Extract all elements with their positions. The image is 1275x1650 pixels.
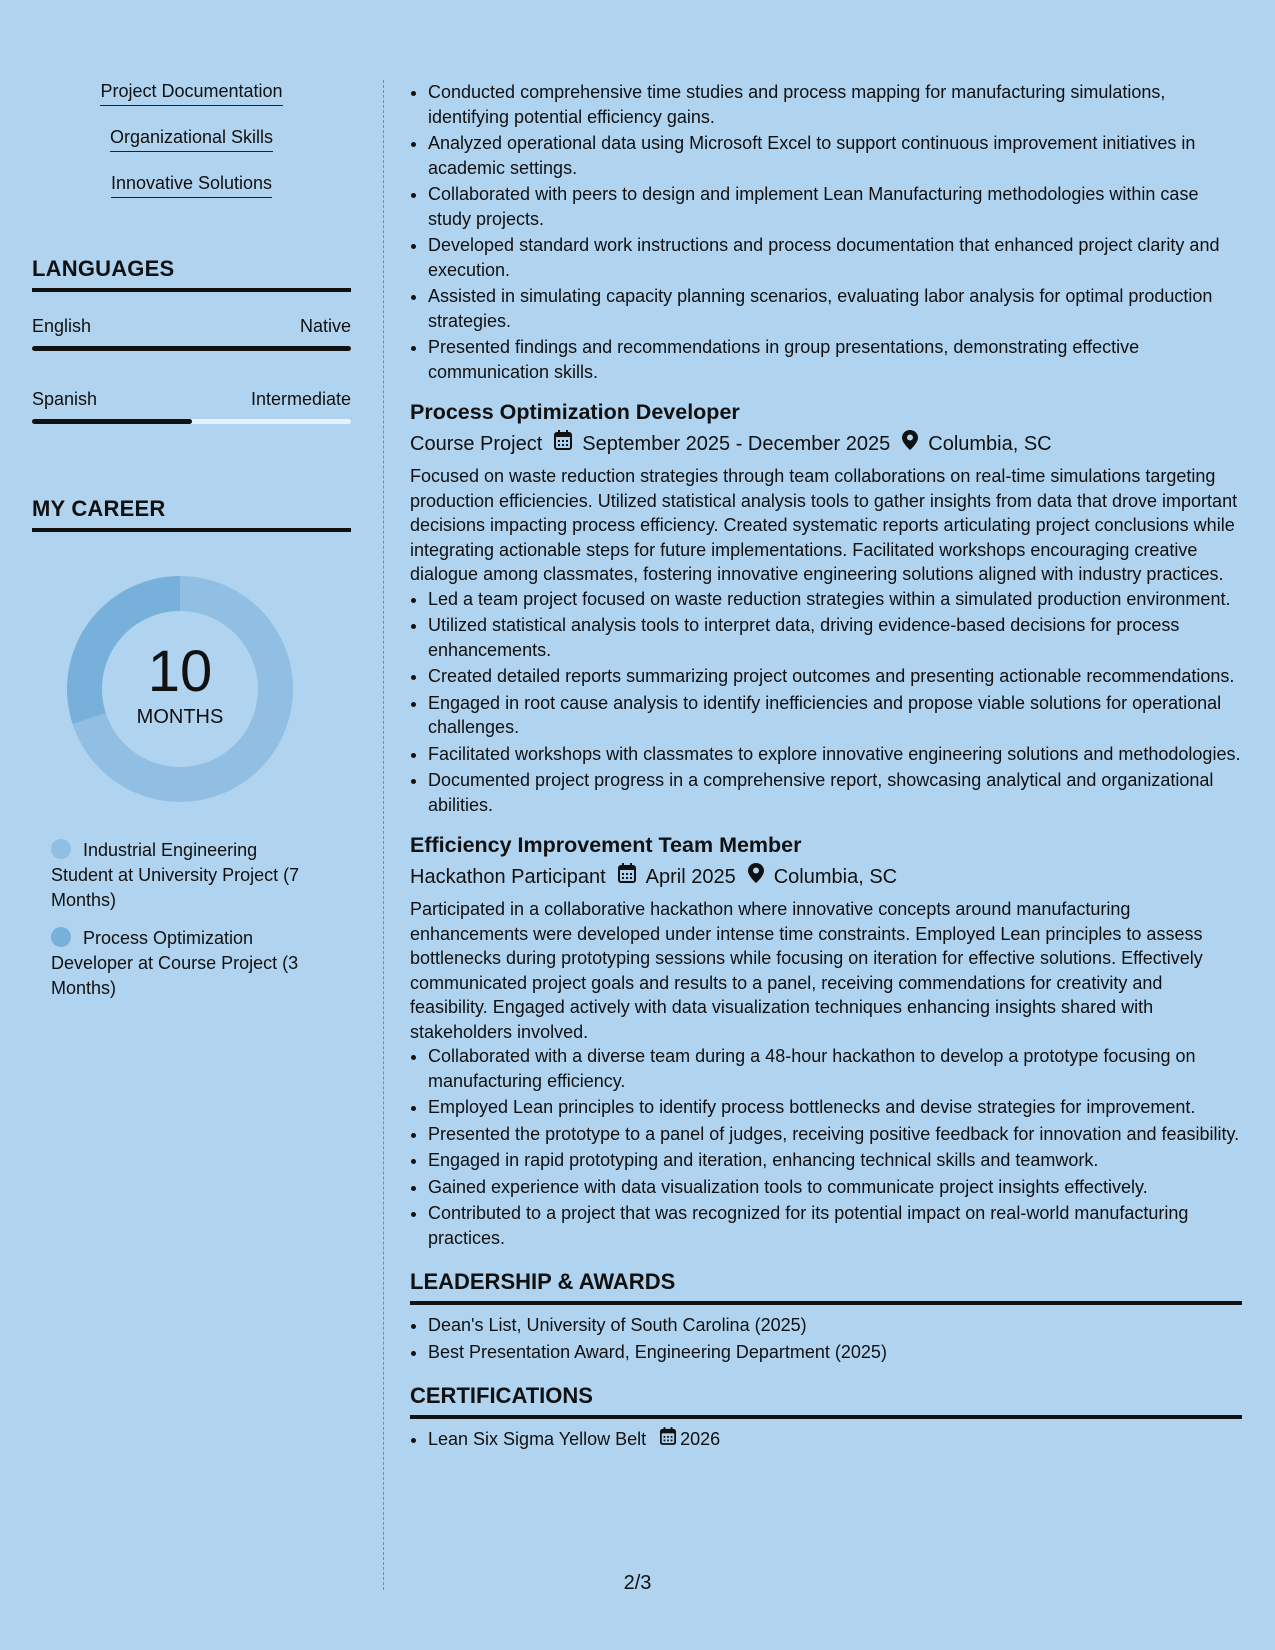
map-pin-icon (902, 430, 918, 458)
bullet-item: • Employed Lean principles to identify process bottlenecks and devise strategies for improvement. (428, 1095, 1242, 1120)
language-name: Spanish (32, 389, 98, 409)
job-bullets (410, 1044, 1242, 1250)
bullet-item: • Developed standard work instructions and process documentation that enhanced project clarity and execution. (428, 233, 1242, 282)
column-divider (383, 80, 384, 1590)
bullet-item: • Presented the prototype to a panel of judges, receiving positive feedback for innovation and feasibility. (428, 1122, 1242, 1147)
award-item: • Dean's List, University of South Carolina (2025) (428, 1313, 1242, 1338)
page-number: 2/3 (623, 1572, 652, 1594)
calendar-icon (660, 1427, 676, 1452)
bullet-item: • Contributed to a project that was recognized for its potential impact on real-world manufacturing practices. (428, 1201, 1242, 1250)
job-location: Columbia, SC (773, 866, 898, 888)
bullet-item: • Presented findings and recommendations in group presentations, demonstrating effective communication skills. (428, 335, 1242, 384)
main-column (410, 80, 1242, 1454)
bullet-item: • Facilitated workshops with classmates to explore innovative engineering solutions and methodologies. (428, 742, 1242, 767)
bullet-item: • Collaborated with a diverse team during a 48-hour hackathon to develop a prototype focusing on manufacturing efficiency. (428, 1044, 1242, 1093)
awards-list (410, 1313, 1242, 1364)
job-org: Course Project (410, 433, 543, 455)
certification-name: • Lean Six Sigma Yellow Belt (428, 1429, 647, 1449)
language-level: Native (299, 316, 351, 336)
job-title: Process Optimization Developer (410, 400, 740, 424)
bullet-item: • Engaged in rapid prototyping and iteration, enhancing technical skills and teamwork. (428, 1148, 1242, 1173)
calendar-icon (618, 863, 636, 891)
bullet-item: • Conducted comprehensive time studies and process mapping for manufacturing simulations, identifying potential efficiency gains. (428, 80, 1242, 129)
job-org: Hackathon Participant (410, 866, 606, 888)
language-bar-fill (32, 419, 192, 424)
language-bar (32, 346, 351, 351)
legend-item (51, 838, 312, 913)
legend-label: Industrial Engineering Student at University Project (7 Months) (51, 840, 300, 910)
legend-item (51, 926, 312, 1001)
certifications-list (410, 1427, 1242, 1452)
career-legend (32, 838, 312, 1001)
bullet-item: • Documented project progress in a comprehensive report, showcasing analytical and organizational abilities. (428, 768, 1242, 817)
legend-dot (51, 927, 71, 947)
award-item: • Best Presentation Award, Engineering Department (2025) (428, 1340, 1242, 1365)
experience-bullets (410, 80, 1242, 384)
job-meta (410, 863, 1242, 891)
skills-list (32, 80, 351, 218)
language-item (32, 316, 351, 351)
career-unit: MONTHS (136, 706, 224, 728)
language-bar (32, 419, 351, 424)
bullet-item: • Utilized statistical analysis tools to interpret data, driving evidence-based decisions for process enhancements. (428, 613, 1242, 662)
skill-tag: Innovative Solutions (111, 172, 272, 198)
job-title: Efficiency Improvement Team Member (410, 833, 802, 857)
awards-heading: LEADERSHIP & AWARDS (410, 1268, 1242, 1305)
bullet-item: • Gained experience with data visualization tools to communicate project insights effectively. (428, 1175, 1242, 1200)
career-total: 10 (147, 639, 213, 704)
job-dates: September 2025 - December 2025 (582, 433, 891, 455)
language-level: Intermediate (250, 389, 351, 409)
job-bullets (410, 587, 1242, 818)
sidebar (32, 80, 351, 998)
legend-label: Process Optimization Developer at Course Project (3 Months) (51, 928, 299, 998)
bullet-item: • Collaborated with peers to design and implement Lean Manufacturing methodologies within case study projects. (428, 182, 1242, 231)
bullet-item: • Assisted in simulating capacity planning scenarios, evaluating labor analysis for optimal production strategies. (428, 284, 1242, 333)
calendar-icon (554, 430, 572, 458)
career-heading: MY CAREER (32, 496, 351, 532)
bullet-item: • Led a team project focused on waste reduction strategies within a simulated production environment. (428, 587, 1242, 612)
legend-dot (51, 839, 71, 859)
languages-section (32, 256, 351, 424)
job-description: Focused on waste reduction strategies through team collaborations on real-time simulations targeting production efficiencies. Utilized statistical analysis tools to gather insights from data that drove important decisions impacting process efficiency. Created systematic reports articulating project conclusions while integrating actionable steps for future implementations. Facilitated workshops encouraging creative dialogue among classmates, fostering innovative engineering solutions aligned with industry practices. (410, 466, 1238, 584)
awards-section (410, 1268, 1242, 1364)
certification-item (428, 1427, 1242, 1452)
map-pin-icon (748, 863, 764, 891)
skill-tag: Project Documentation (100, 80, 282, 106)
bullet-item: • Created detailed reports summarizing project outcomes and presenting actionable recommendations. (428, 664, 1242, 689)
career-section (32, 496, 351, 1014)
bullet-item: • Analyzed operational data using Microsoft Excel to support continuous improvement initiatives in academic settings. (428, 131, 1242, 180)
certifications-section (410, 1382, 1242, 1452)
job-description: Participated in a collaborative hackathon where innovative concepts around manufacturing enhancements were developed under intense time constraints. Employed Lean principles to assess bottlenecks during prototyping sessions while focusing on iteration for effective solutions. Effectively communicated project goals and results to a panel, receiving commendations for creativity and feasibility. Engaged actively with data visualization techniques enhancing insights shared with stakeholders involved. (410, 899, 1203, 1042)
job-location: Columbia, SC (928, 433, 1052, 455)
career-donut (67, 576, 293, 802)
language-bar-fill (32, 346, 351, 351)
job-dates: April 2025 (645, 866, 736, 888)
job-meta (410, 430, 1242, 458)
job-entry (410, 398, 1242, 817)
language-name: English (32, 316, 92, 336)
language-item (32, 389, 351, 424)
languages-heading: LANGUAGES (32, 256, 351, 292)
bullet-item: • Engaged in root cause analysis to identify inefficiencies and propose viable solutions for operational challenges. (428, 691, 1242, 740)
certifications-heading: CERTIFICATIONS (410, 1382, 1242, 1419)
skill-tag: Organizational Skills (110, 126, 273, 152)
certification-year: 2026 (680, 1429, 721, 1449)
job-entry (410, 831, 1242, 1250)
